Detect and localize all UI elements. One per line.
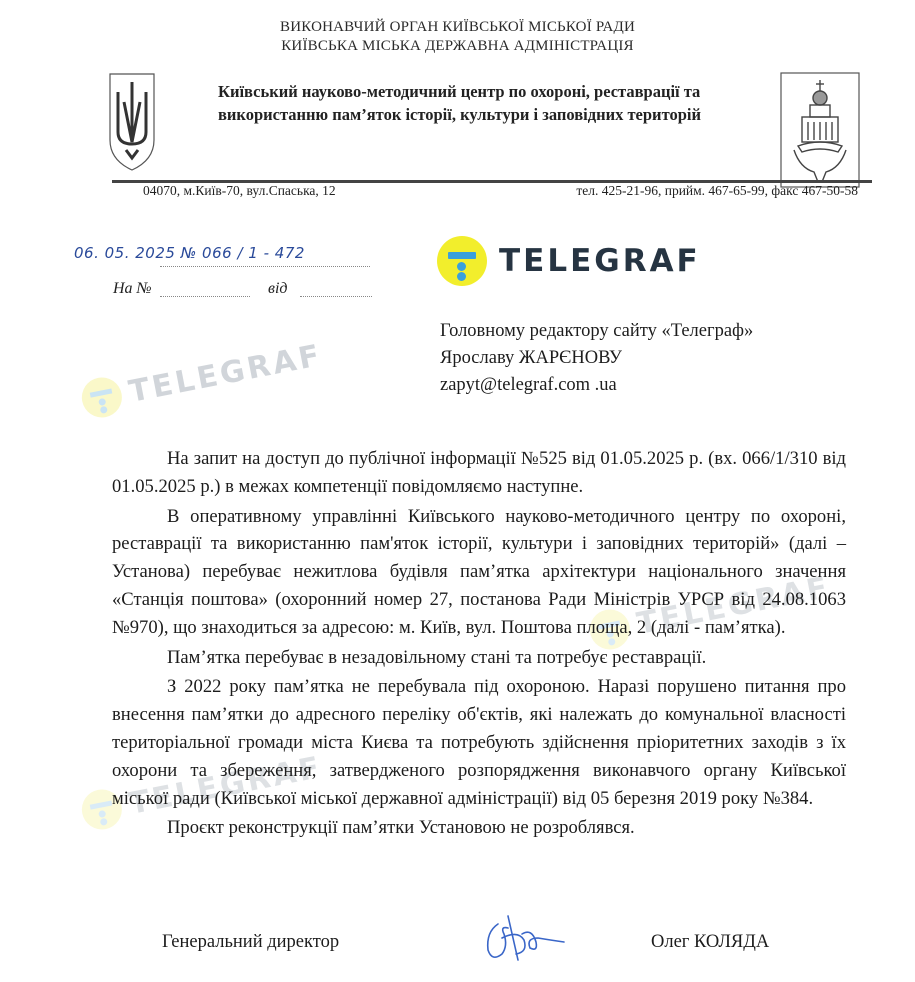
watermark-text: TELEGRAF <box>634 569 834 642</box>
organization-name-line-2: використанню пам’яток історії, культури і заповідних територій <box>218 105 701 124</box>
watermark-text: TELEGRAF <box>126 337 326 410</box>
organization-name <box>218 80 778 126</box>
reply-to-label: На № <box>113 280 152 297</box>
recipient-line-1: Головному редактору сайту «Телеграф» <box>440 321 754 341</box>
recipient-email: zapyt@telegraf.com .ua <box>440 375 617 395</box>
telegraf-watermark <box>78 335 325 421</box>
body-paragraph: На запит на доступ до публічної інформації №525 від 01.05.2025 р. (вх. 066/1/310 від 01.05.2025 р.) в межах компетенції повідомляємо наступне. <box>112 448 846 497</box>
authority-line-1: ВИКОНАВЧИЙ ОРГАН КИЇВСЬКОЇ МІСЬКОЇ РАДИ <box>280 19 635 35</box>
body-paragraph: Проєкт реконструкції пам’ятки Установою не розроблявся. <box>167 817 635 839</box>
telegraf-logo-icon <box>437 236 487 286</box>
watermark-text: TELEGRAF <box>126 749 326 822</box>
signatory-name: Олег КОЛЯДА <box>651 932 770 952</box>
letter-body <box>112 445 846 844</box>
body-paragraph: Пам’ятка перебуває в незадовільному стані та потребує реставрації. <box>167 646 707 668</box>
telegraf-logo <box>437 233 701 289</box>
recipient-line-2: Ярославу ЖАРЄНОВУ <box>440 348 623 368</box>
watermark-logo-icon <box>78 374 125 421</box>
body-paragraph: З 2022 року пам’ятка не перебувала під охороною. Наразі порушено питання про внесення пам’ятки до адресного переліку об'єктів, які належать до комунальної власності територіальної громади міста Києва та потребують здійснення пріоритетних заходів з їх охорони та збереження, затвердженого розпорядження виконавчого органу Київської міської ради (Київської міської державної адміністрації) від 05 березня 2019 року №384. <box>112 676 846 809</box>
authority-line-2: КИЇВСЬКА МІСЬКА ДЕРЖАВНА АДМІНІСТРАЦІЯ <box>281 38 634 54</box>
telegraf-logo-text: TELEGRAF <box>499 243 701 279</box>
outgoing-number-underline <box>160 266 370 267</box>
recipient-block <box>440 318 753 399</box>
reply-date-underline <box>300 296 372 297</box>
address: 04070, м.Київ-70, вул.Спаська, 12 <box>143 183 336 198</box>
organization-name-line-1: Київський науково-методичний центр по охороні, реставрації та <box>218 82 701 101</box>
church-hands-emblem-icon <box>780 72 860 188</box>
trident-coat-of-arms-icon <box>108 72 156 172</box>
outgoing-number-handwritten: 06. 05. 2025 № 066 / 1 - 472 <box>74 244 305 262</box>
signatory-position: Генеральний директор <box>162 932 340 952</box>
phones: тел. 425-21-96, прийм. 467-65-99, факс 467-50-58 <box>576 183 858 198</box>
reply-to-underline <box>160 296 250 297</box>
reply-date-label: від <box>268 280 288 297</box>
handwritten-signature-icon <box>478 908 568 968</box>
body-paragraph: В оперативному управлінні Київського науково-методичного центру по охороні, реставрації та використанню пам'яток історії, культури і заповідних територій» (далі – Установа) перебуває нежитлова будівля пам’ятка архітектури національного значення «Станція поштова» (охоронний номер 27, постанова Ради Міністрів УРСР від 24.08.1063 №970), що знаходиться за адресою: м. Київ, вул. Поштова площа, 2 (далі - пам’ятка). <box>112 505 846 638</box>
